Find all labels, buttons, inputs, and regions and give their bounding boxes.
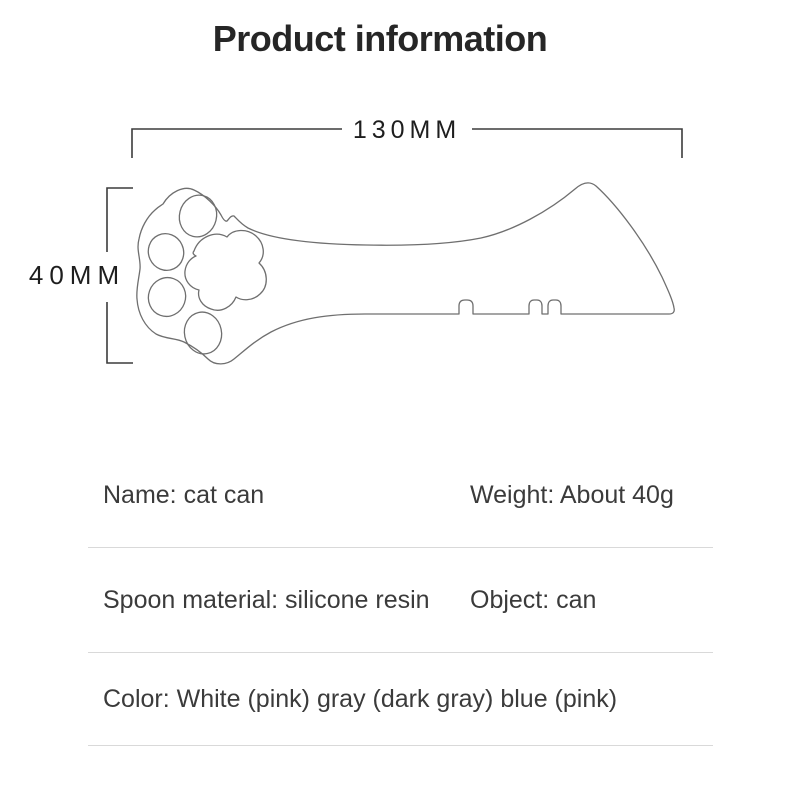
spec-table [88,443,713,746]
spec-row-name-weight [88,443,713,548]
paw-pad-outline [185,230,266,310]
toe-hole-top [175,191,221,241]
spec-weight: Weight: About 40g [470,480,674,509]
toe-hole-left-lower [143,272,191,321]
height-dimension-label: 40MM [28,260,126,290]
spoon-outline [137,183,674,364]
toe-hole-bottom [181,309,226,358]
spec-material: Spoon material: silicone resin [103,585,430,614]
spec-object: Object: can [470,585,597,614]
spec-name: Name: cat can [103,480,265,509]
spec-row-material-object [88,548,713,653]
page-title: Product information [212,18,548,59]
spec-color: Color: White (pink) gray (dark gray) blue (pink) [103,684,618,713]
spec-row-color [88,653,713,746]
toe-hole-left-upper [142,228,189,276]
width-dimension-label: 130MM [352,116,462,144]
